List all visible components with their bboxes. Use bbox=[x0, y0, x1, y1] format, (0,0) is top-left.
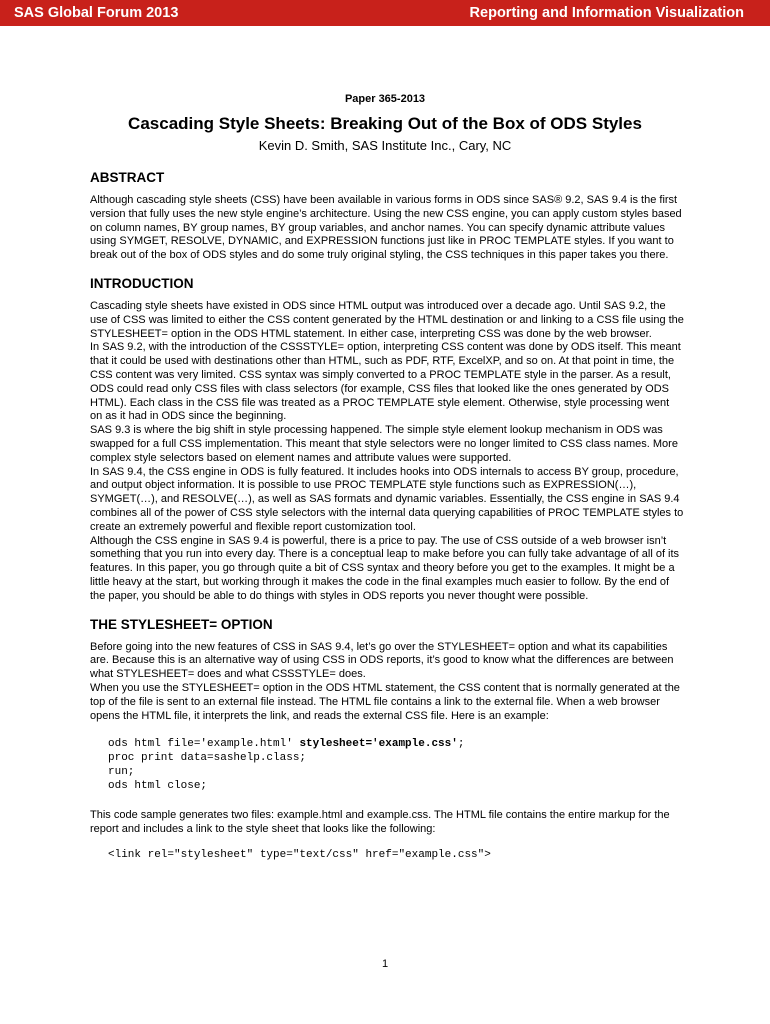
code-line-3: run; bbox=[108, 765, 135, 778]
conference-banner bbox=[0, 0, 770, 26]
intro-paragraph-2: In SAS 9.2, with the introduction of the CSSSTYLE= option, interpreting CSS content was done by ODS itself. This meant that it could be used with destinations other than HTML, such as PDF, RTF, ExcelXP, and so on. At that point in time, the CSS content was very limited. CSS syntax was simply converted to a PROC TEMPLATE style in the parser. As a result, ODS could read only CSS files with class selectors (for example, CSS files that looked like the ones generated by ODS HTML). Each class in the CSS file was treated as a PROC TEMPLATE style element. Otherwise, style processing went on as it had in ODS since the beginning. bbox=[90, 341, 681, 423]
paper-title: Cascading Style Sheets: Breaking Out of the Box of ODS Styles bbox=[128, 114, 642, 133]
abstract-paragraph: Although cascading style sheets (CSS) have been available in various forms in ODS since SAS® 9.2, SAS 9.4 is the first version that fully uses the new style engine’s architecture. Using the new CSS engine, you can apply custom styles based on column names, BY group names, BY group variables, and anchor names. You can specify dynamic attribute values using SYMGET, RESOLVE, DYNAMIC, and EXPRESSION functions just like in PROC TEMPLATE styles. If you want to break out of the box of ODS styles and do some truly original styling, the CSS techniques in this paper takes you there. bbox=[90, 194, 682, 262]
stylesheet-paragraph-2: When you use the STYLESHEET= option in the ODS HTML statement, the CSS content that is normally generated at the top of the file is sent to an external file instead. The HTML file contains a link to the external file. When a web browser opens the HTML file, it interprets the link, and reads the external CSS file. Here is an example: bbox=[90, 681, 680, 722]
abstract-heading: ABSTRACT bbox=[90, 170, 165, 185]
intro-paragraph-1: Cascading style sheets have existed in ODS since HTML output was introduced over a decade ago. Until SAS 9.2, the use of CSS was limited to either the CSS content generated by the HTML destination or and linking to a CSS file using the STYLESHEET= option in the ODS HTML statement. In either case, interpreting CSS was done by the web browser. bbox=[90, 299, 684, 340]
stylesheet-option-heading: THE STYLESHEET= OPTION bbox=[90, 616, 273, 632]
code-example-link-tag: <link rel="stylesheet" type="text/css" href="example.css"> bbox=[108, 849, 491, 862]
banner-conference-name: SAS Global Forum 2013 bbox=[14, 5, 179, 21]
page-number: 1 bbox=[381, 958, 389, 970]
code-example-ods-html bbox=[108, 738, 684, 793]
code-line-1-plain: ods html file='example.html' bbox=[108, 738, 300, 751]
author-line: Kevin D. Smith, SAS Institute Inc., Cary, NC bbox=[258, 138, 512, 153]
code-line-4: ods html close; bbox=[108, 779, 208, 792]
code-line-1-end: ; bbox=[457, 738, 465, 751]
intro-paragraph-3: SAS 9.3 is where the big shift in style processing happened. The simple style element lookup mechanism in ODS was swapped for a full CSS implementation. This meant that style selectors were no longer limited to CSS class names. More complex style selectors based on element names and attribute values were supported. bbox=[90, 424, 678, 464]
code-line-2: proc print data=sashelp.class; bbox=[108, 752, 307, 765]
stylesheet-paragraph-3: This code sample generates two files: example.html and example.css. The HTML file contains the entire markup for the report and includes a link to the style sheet that looks like the following: bbox=[90, 809, 670, 836]
intro-paragraph-5: Although the CSS engine in SAS 9.4 is powerful, there is a price to pay. The use of CSS outside of a web browser isn’t something that you run into every day. There is a conceptual leap to make before you can fully take advantage of all of its features. In this paper, you go through quite a bit of CSS syntax and theory before you get to the examples. It might be a little heavy at the start, but working through it makes the code in the final examples much easier to follow. By the end of the paper, you should be able to do things with styles in ODS reports you never thought were possible. bbox=[90, 534, 680, 602]
introduction-heading: INTRODUCTION bbox=[90, 275, 194, 291]
stylesheet-paragraph-1: Before going into the new features of CSS in SAS 9.4, let’s go over the STYLESHEET= option and what its capabilities are. Because this is an alternative way of using CSS in ODS reports, it’s good to know what the differences are between what STYLESHEET= does and what CSSSTYLE= does. bbox=[90, 640, 674, 681]
code-line-1-bold: stylesheet='example.css' bbox=[299, 738, 458, 751]
paper-number: Paper 365-2013 bbox=[344, 93, 426, 105]
intro-paragraph-4: In SAS 9.4, the CSS engine in ODS is fully featured. It includes hooks into ODS internals to access BY group, procedure, and output object information. It is possible to use PROC TEMPLATE style functions such as EXPRESSION(…), SYMGET(…), and RESOLVE(…), as well as SAS formats and dynamic variables. Essentially, the CSS engine in SAS 9.4 combines all of the power of CSS style selectors with the internal data querying capabilities of PROC TEMPLATE styles to create an extremely powerful and flexible report customization tool. bbox=[90, 465, 684, 533]
paper-body bbox=[90, 168, 684, 863]
banner-track-name: Reporting and Information Visualization bbox=[469, 5, 744, 21]
